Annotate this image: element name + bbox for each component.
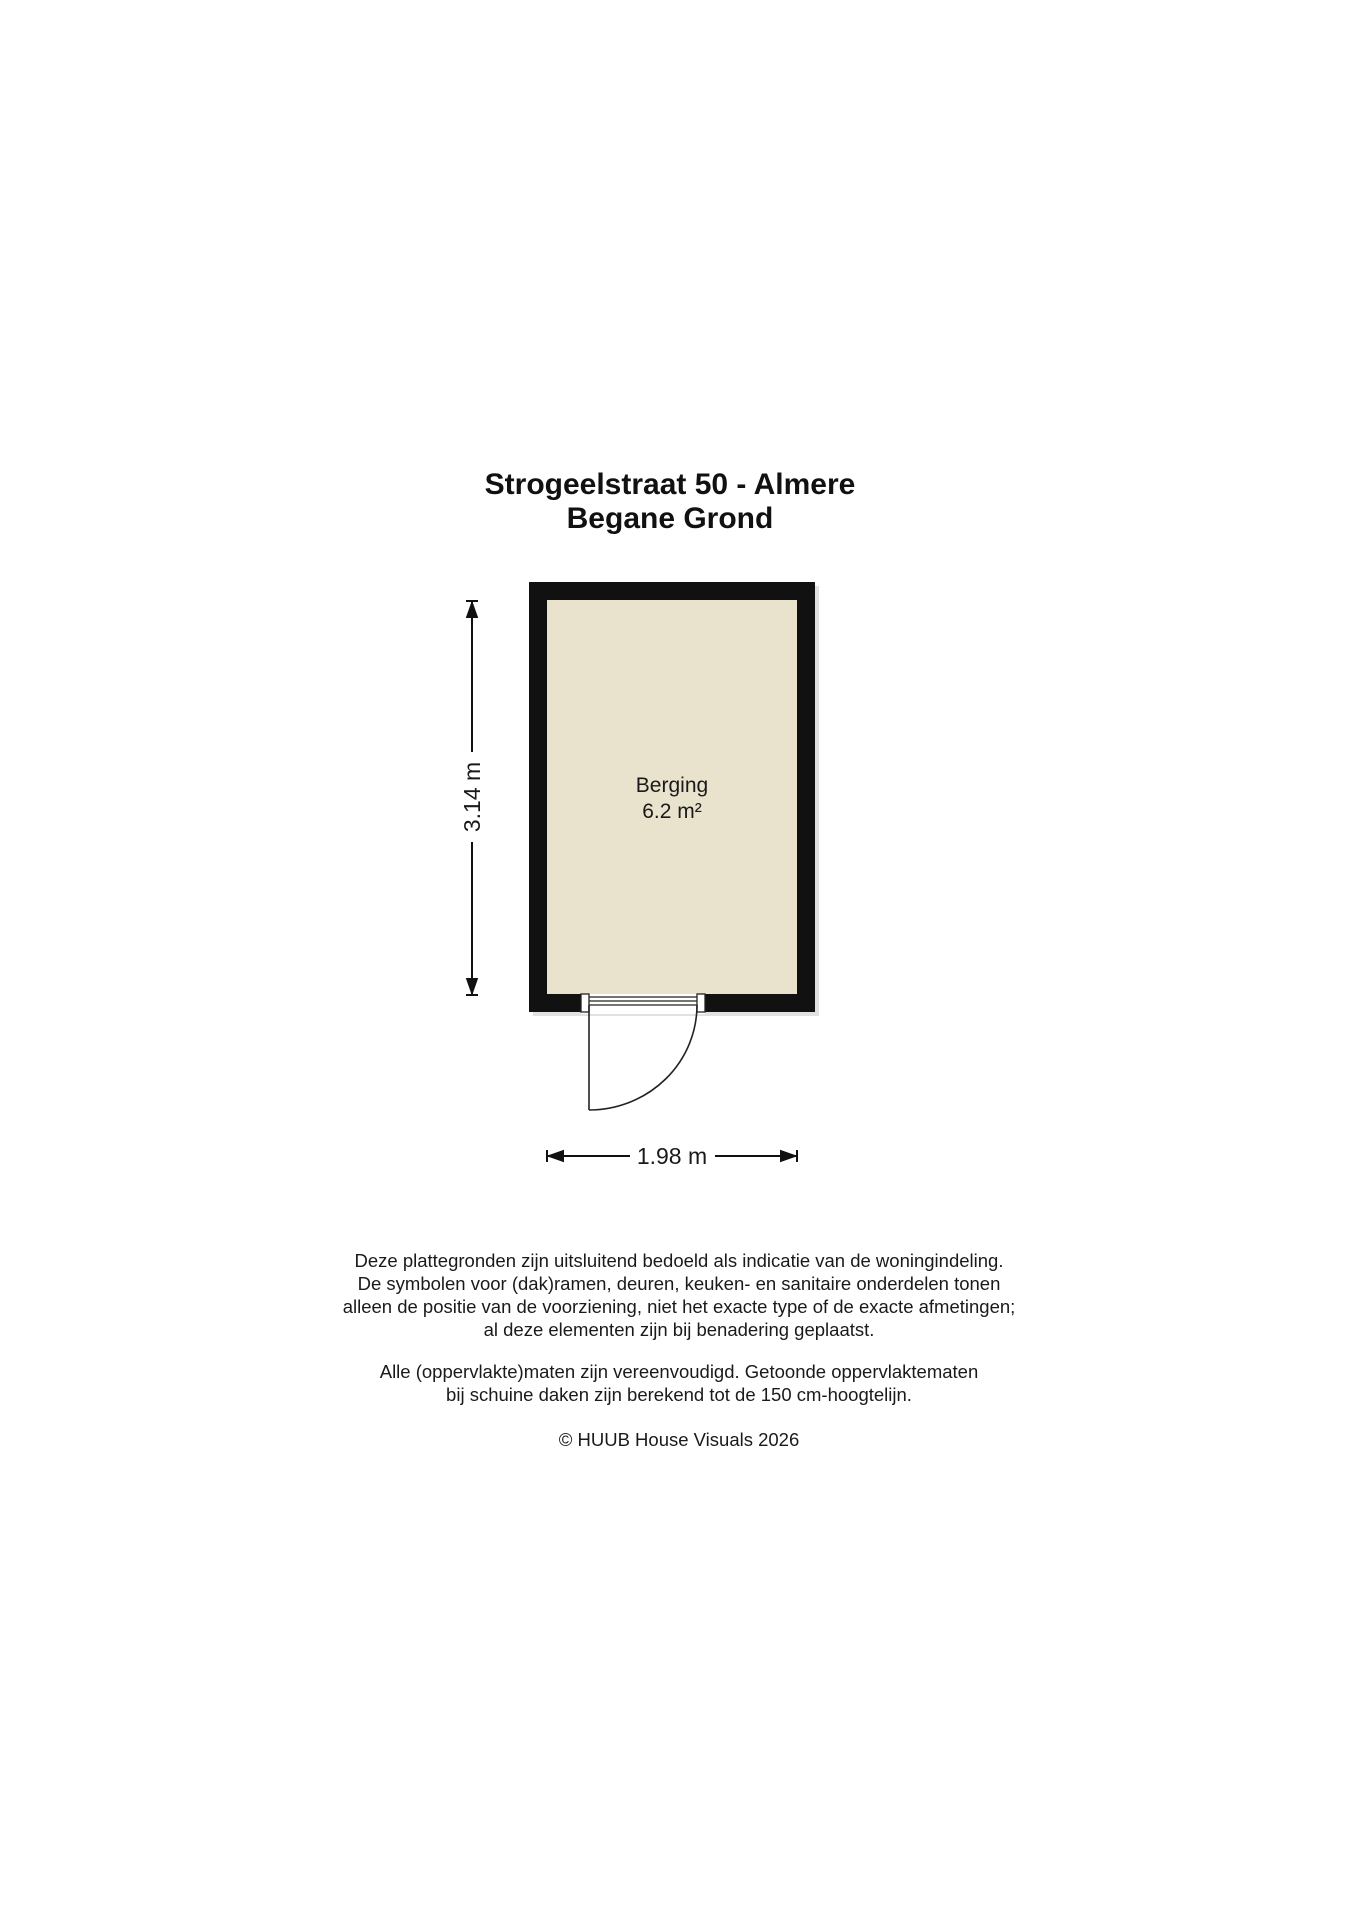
room-name: Berging	[635, 774, 709, 797]
floor-name: Begane Grond	[566, 502, 774, 535]
copyright-notice: © HUUB House Visuals 2026	[558, 1429, 800, 1450]
disclaimer-line: De symbolen voor (dak)ramen, deuren, keuken- en sanitaire onderdelen tonen	[357, 1273, 1001, 1294]
disclaimer-line: Deze plattegronden zijn uitsluitend bedoeld als indicatie van de woningindeling.	[354, 1250, 1004, 1271]
room-floor-berging	[547, 600, 797, 994]
height-dimension	[459, 601, 485, 995]
disclaimer-line: bij schuine daken zijn berekend tot de 150 cm-hoogtelijn.	[446, 1384, 912, 1405]
disclaimer-paragraph-1	[0, 1249, 1358, 1341]
plan-title: Strogeelstraat 50 - Almere	[484, 468, 856, 501]
disclaimer-line: al deze elementen zijn bij benadering geplaatst.	[483, 1319, 875, 1340]
disclaimer-line: Alle (oppervlakte)maten zijn vereenvoudigd. Getoonde oppervlaktematen	[379, 1361, 979, 1382]
door-swing	[589, 1005, 697, 1110]
height-label: 3.14 m	[459, 761, 485, 833]
disclaimer-paragraph-2	[0, 1360, 1358, 1406]
room-area: 6.2 m²	[642, 800, 702, 823]
width-label: 1.98 m	[636, 1143, 708, 1169]
disclaimer-line: alleen de positie van de voorziening, niet het exacte type of de exacte afmetingen;	[342, 1296, 1016, 1317]
width-dimension	[547, 1143, 797, 1169]
